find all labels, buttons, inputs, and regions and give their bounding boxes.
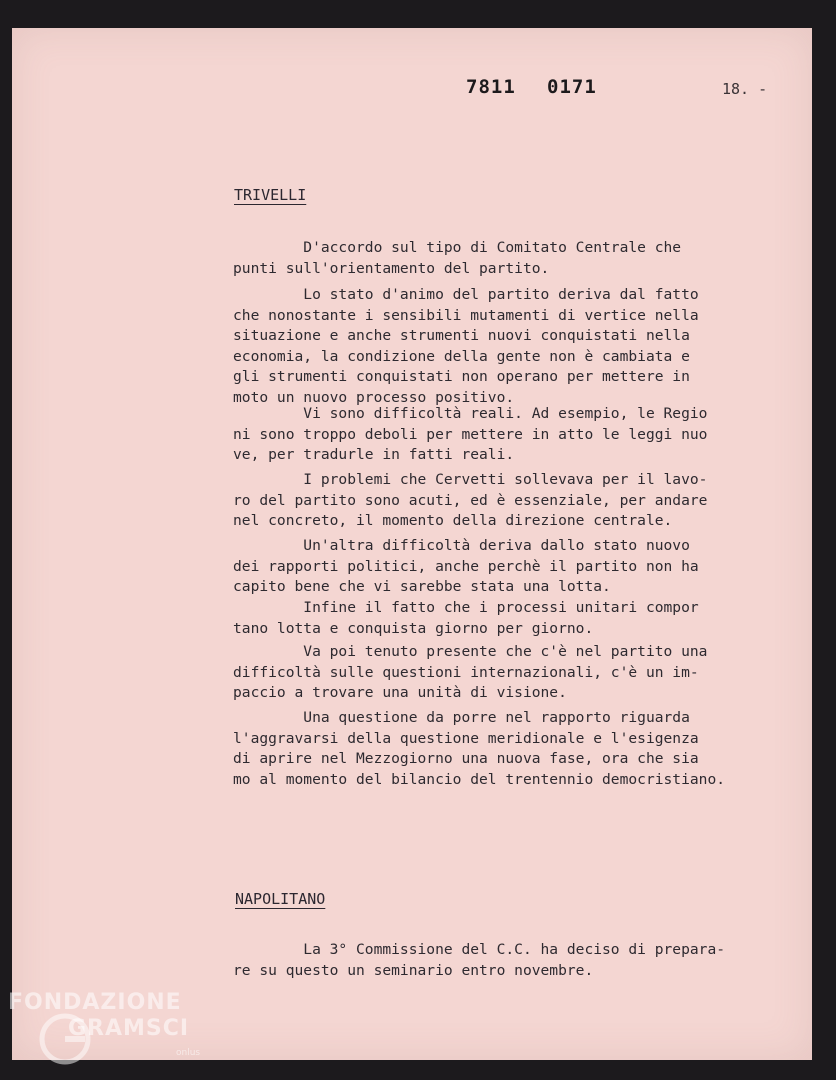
fondazione-gramsci-watermark bbox=[8, 990, 208, 1070]
paragraph: Una questione da porre nel rapporto riguarda l'aggravarsi della questione meridionale e l'esigenza di aprire nel Mezzogiorno una nuova fase, ora che sia mo al momento del bilancio del trentennio democristiano. bbox=[233, 709, 726, 788]
paragraph: Va poi tenuto presente che c'è nel partito una difficoltà sulle questioni internazionali, c'è un im- paccio a trovare una unità di visione. bbox=[233, 643, 708, 701]
watermark-line-3: onlus bbox=[176, 1048, 201, 1058]
section-heading-napolitano: NAPOLITANO bbox=[235, 890, 326, 908]
archive-stamp-right: 0171 bbox=[547, 76, 597, 98]
paragraph: I problemi che Cervetti sollevava per il lavo- ro del partito sono acuti, ed è essenziale, per andare nel concreto, il momento della direzione centrale. bbox=[233, 471, 708, 529]
section-heading-trivelli: TRIVELLI bbox=[234, 186, 307, 204]
watermark-line-1: FONDAZIONE bbox=[8, 990, 182, 1015]
paragraph: La 3° Commissione del C.C. ha deciso di prepara- re su questo un seminario entro novembre. bbox=[233, 941, 726, 979]
archive-stamp-left: 7811 bbox=[466, 76, 516, 98]
paragraph: Un'altra difficoltà deriva dallo stato nuovo dei rapporti politici, anche perchè il partito non ha capito bene che vi sarebbe stata una lotta. bbox=[233, 537, 699, 595]
paragraph: Vi sono difficoltà reali. Ad esempio, le Regio ni sono troppo deboli per mettere in atto le leggi nuo ve, per tradurle in fatti reali. bbox=[233, 405, 708, 463]
paragraph: Infine il fatto che i processi unitari compor tano lotta e conquista giorno per giorno. bbox=[233, 599, 699, 637]
watermark-line-2: GRAMSCI bbox=[68, 1016, 190, 1041]
paragraph: Lo stato d'animo del partito deriva dal fatto che nonostante i sensibili mutamenti di vertice nella situazione e anche strumenti nuovi conquistati nella economia, la condizione della gente non è cambiata e gli strumenti conquistati non operano per mettere in moto un nuovo processo positivo. bbox=[233, 286, 699, 406]
page-number: 18. - bbox=[722, 80, 768, 98]
paragraph: D'accordo sul tipo di Comitato Centrale che punti sull'orientamento del partito. bbox=[233, 239, 682, 277]
